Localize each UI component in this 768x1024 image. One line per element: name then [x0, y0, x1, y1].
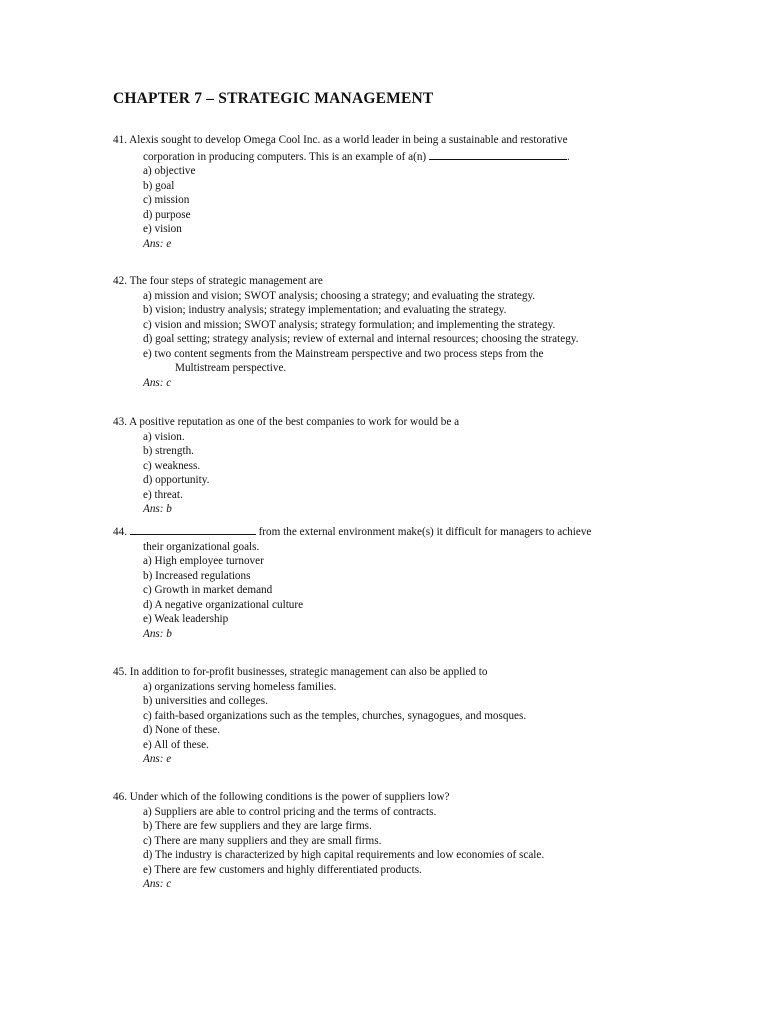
answer-option: c) vision and mission; SWOT analysis; strategy formulation; and implementing the strategy.	[143, 318, 556, 331]
answer-option: b) strength.	[143, 445, 194, 457]
answer-option: c) mission	[143, 194, 190, 206]
answer-blank	[429, 148, 567, 160]
answer-key: Ans: b	[143, 627, 172, 640]
answer-option: c) There are many suppliers and they are small firms.	[143, 834, 382, 847]
answer-key: Ans: b	[143, 503, 172, 515]
question-number: 43.	[113, 416, 127, 428]
question-43	[113, 415, 459, 517]
question-number: 41.	[113, 134, 127, 146]
question-number: 44.	[113, 526, 127, 538]
question-46	[113, 790, 544, 892]
answer-option: d) A negative organizational culture	[143, 598, 304, 611]
answer-option: b) There are few suppliers and they are large firms.	[143, 820, 372, 832]
answer-option: e) All of these.	[143, 738, 209, 751]
question-stem: In addition to for-profit businesses, strategic management can also be applied to	[129, 666, 488, 678]
answer-option: c) faith-based organizations such as the temples, churches, synagogues, and mosques.	[143, 709, 527, 722]
answer-option: e) There are few customers and highly differentiated products.	[143, 863, 422, 876]
answer-option: a) objective	[143, 165, 196, 177]
question-44	[113, 523, 591, 641]
answer-blank	[130, 523, 256, 535]
question-stem: The four steps of strategic management are	[129, 275, 323, 287]
question-stem-continued: corporation in producing computers. This is an example of a(n)	[143, 150, 427, 163]
answer-option: d) The industry is characterized by high capital requirements and low economies of scale.	[143, 849, 545, 861]
question-stem: from the external environment make(s) it difficult for managers to achieve	[258, 526, 592, 538]
answer-option: b) goal	[143, 179, 175, 192]
answer-key: Ans: e	[143, 237, 172, 250]
question-45	[113, 665, 526, 767]
question-41	[113, 133, 570, 251]
question-number: 42.	[113, 275, 127, 287]
question-number: 45.	[113, 666, 127, 678]
answer-key: Ans: c	[143, 878, 172, 890]
answer-option: e) Weak leadership	[143, 613, 229, 625]
question-stem-end: .	[566, 150, 570, 163]
answer-option: e) threat.	[143, 488, 183, 501]
answer-option: d) goal setting; strategy analysis; review of external and internal resources; choosing the strategy.	[143, 333, 579, 345]
answer-option: a) organizations serving homeless families.	[143, 680, 337, 693]
answer-option: e) vision	[143, 223, 182, 235]
answer-option: b) vision; industry analysis; strategy implementation; and evaluating the strategy.	[143, 304, 507, 316]
answer-option: c) Growth in market demand	[143, 584, 273, 596]
answer-key: Ans: c	[143, 376, 172, 389]
question-stem-continued: their organizational goals.	[143, 540, 260, 553]
question-42	[113, 274, 578, 390]
answer-option: a) Suppliers are able to control pricing and the terms of contracts.	[143, 805, 437, 818]
answer-option: a) mission and vision; SWOT analysis; choosing a strategy; and evaluating the strategy.	[143, 289, 536, 302]
answer-key: Ans: e	[143, 753, 172, 765]
question-stem: Under which of the following conditions is the power of suppliers low?	[129, 791, 450, 803]
answer-option: c) weakness.	[143, 459, 201, 472]
question-stem: Alexis sought to develop Omega Cool Inc. as a world leader in being a sustainable and restorative	[129, 134, 568, 146]
answer-option: e) two content segments from the Mainstream perspective and two process steps from the	[143, 347, 544, 360]
answer-option: d) opportunity.	[143, 474, 210, 486]
question-number: 46.	[113, 791, 127, 803]
answer-option: a) High employee turnover	[143, 555, 264, 567]
chapter-title: CHAPTER 7 – STRATEGIC MANAGEMENT	[113, 90, 434, 107]
answer-option: b) Increased regulations	[143, 569, 251, 582]
question-stem: A positive reputation as one of the best companies to work for would be a	[129, 416, 460, 428]
answer-option: a) vision.	[143, 430, 185, 443]
answer-option: d) purpose	[143, 208, 191, 221]
answer-option: d) None of these.	[143, 724, 221, 736]
answer-option-continued: Multistream perspective.	[175, 362, 287, 374]
answer-option: b) universities and colleges.	[143, 695, 268, 707]
